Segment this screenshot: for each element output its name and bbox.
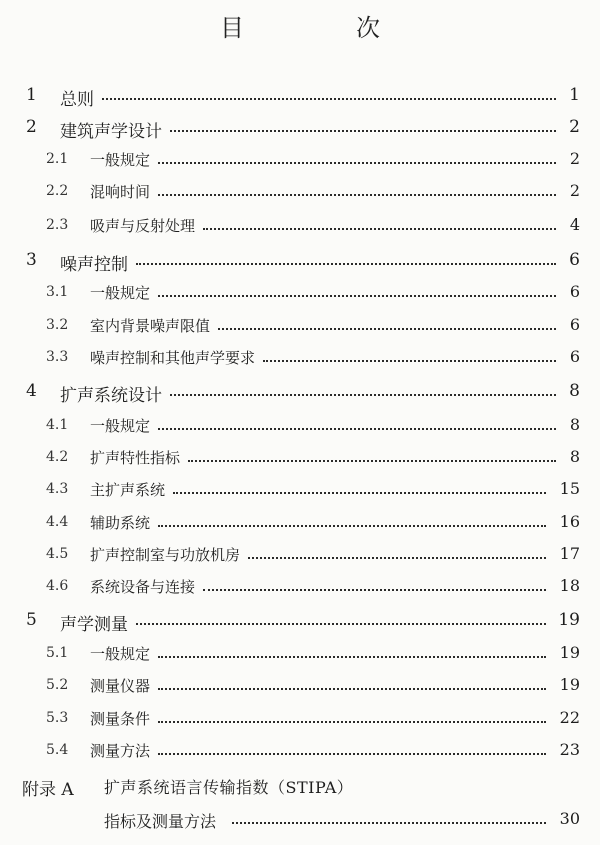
toc-appendix-entry[interactable] <box>0 775 600 803</box>
appendix-page: 30 <box>559 809 580 828</box>
toc-entry-number: 4.6 <box>46 578 69 594</box>
toc-entry-title: 扩声控制室与功放机房 <box>90 546 241 564</box>
toc-entry-title: 声学测量 <box>60 615 128 635</box>
toc-entry-title: 噪声控制和其他声学要求 <box>90 349 256 367</box>
toc-leader-dots <box>263 356 556 362</box>
toc-entry[interactable] <box>0 117 600 145</box>
toc-entry-page: 16 <box>559 512 580 531</box>
toc-entry-page: 2 <box>569 149 580 168</box>
toc-entry[interactable] <box>0 149 600 177</box>
toc-entry-title: 建筑声学设计 <box>60 122 162 142</box>
toc-leader-dots <box>173 488 546 494</box>
appendix-number: 附录 A <box>22 780 74 800</box>
toc-entry-number: 5.4 <box>46 742 69 758</box>
toc-entry-page: 23 <box>559 740 580 759</box>
toc-entry[interactable] <box>0 675 600 703</box>
toc-entry[interactable] <box>0 610 600 638</box>
toc-entry-number: 4 <box>26 381 37 401</box>
toc-entry-page: 19 <box>558 610 580 630</box>
toc-leader-dots <box>102 94 556 100</box>
toc-entry-number: 4.2 <box>46 449 69 465</box>
toc-entry-page: 2 <box>569 117 580 137</box>
toc-leader-dots <box>136 619 546 625</box>
toc-entry-title: 总则 <box>60 90 94 110</box>
toc-entry-page: 8 <box>569 415 580 434</box>
toc-entry-number: 1 <box>26 85 37 105</box>
toc-entry-title: 辅助系统 <box>90 514 151 532</box>
toc-entry-page: 22 <box>559 708 580 727</box>
toc-entry[interactable] <box>0 544 600 572</box>
toc-entry-title: 一般规定 <box>90 151 151 169</box>
toc-entry-page: 4 <box>569 215 580 234</box>
toc-entry-title: 吸声与反射处理 <box>90 217 196 235</box>
toc-entry-page: 6 <box>569 282 580 301</box>
toc-entry-number: 3 <box>26 250 37 270</box>
toc-leader-dots <box>203 585 546 591</box>
toc-entry-page: 18 <box>559 576 580 595</box>
toc-appendix-entry-continued[interactable] <box>0 809 600 837</box>
toc-entry[interactable] <box>0 282 600 310</box>
toc-entry-number: 4.4 <box>46 514 69 530</box>
toc-entry[interactable] <box>0 315 600 343</box>
toc-entry[interactable] <box>0 479 600 507</box>
toc-entry-title: 室内背景噪声限值 <box>90 317 211 335</box>
toc-entry-title: 主扩声系统 <box>90 481 166 499</box>
toc-entry[interactable] <box>0 85 600 113</box>
toc-entry-title: 噪声控制 <box>60 255 128 275</box>
toc-entry-page: 19 <box>559 675 580 694</box>
toc-entry-number: 4.5 <box>46 546 69 562</box>
toc-entry[interactable] <box>0 215 600 243</box>
page-title: 目 次 <box>220 14 424 42</box>
toc-entry-title: 混响时间 <box>90 183 151 201</box>
toc-leader-dots <box>232 818 546 824</box>
toc-entry-page: 6 <box>569 315 580 334</box>
toc-entry-page: 6 <box>569 347 580 366</box>
toc-entry-page: 8 <box>569 381 580 401</box>
toc-entry-number: 2 <box>26 117 37 137</box>
toc-entry-page: 15 <box>559 479 580 498</box>
toc-entry-title: 一般规定 <box>90 417 151 435</box>
toc-entry[interactable] <box>0 181 600 209</box>
toc-entry[interactable] <box>0 708 600 736</box>
toc-entry-title: 系统设备与连接 <box>90 578 196 596</box>
toc-entry-number: 3.2 <box>46 317 69 333</box>
toc-leader-dots <box>136 259 556 265</box>
toc-leader-dots <box>248 553 546 559</box>
toc-entry[interactable] <box>0 740 600 768</box>
toc-entry-number: 3.1 <box>46 284 69 300</box>
toc-entry[interactable] <box>0 347 600 375</box>
toc-entry-title: 一般规定 <box>90 645 151 663</box>
toc-entry-page: 8 <box>569 447 580 466</box>
toc-entry-number: 2.3 <box>46 217 69 233</box>
toc-entry[interactable] <box>0 576 600 604</box>
toc-leader-dots <box>158 684 546 690</box>
toc-entry-number: 4.3 <box>46 481 69 497</box>
toc-leader-dots <box>158 521 546 527</box>
toc-entry-title: 测量条件 <box>90 710 151 728</box>
toc-entry-number: 3.3 <box>46 349 69 365</box>
toc-entry-title: 扩声特性指标 <box>90 449 181 467</box>
toc-entry-page: 2 <box>569 181 580 200</box>
toc-entry-number: 2.1 <box>46 151 69 167</box>
toc-entry[interactable] <box>0 250 600 278</box>
toc-entry-number: 5.3 <box>46 710 69 726</box>
toc-entry[interactable] <box>0 381 600 409</box>
toc-entry-title: 测量仪器 <box>90 677 151 695</box>
toc-entry-number: 4.1 <box>46 417 69 433</box>
toc-leader-dots <box>158 717 546 723</box>
appendix-title-line2: 指标及测量方法 <box>104 812 217 831</box>
toc-leader-dots <box>170 126 556 132</box>
toc-entry-page: 1 <box>569 85 580 105</box>
toc-leader-dots <box>158 749 546 755</box>
toc-leader-dots <box>158 291 556 297</box>
toc-entry[interactable] <box>0 415 600 443</box>
toc-leader-dots <box>158 190 556 196</box>
appendix-title-line1: 扩声系统语言传输指数（STIPA） <box>104 778 354 797</box>
toc-entry-title: 一般规定 <box>90 284 151 302</box>
toc-leader-dots <box>158 652 546 658</box>
toc-leader-dots <box>158 158 556 164</box>
toc-entry[interactable] <box>0 643 600 671</box>
toc-leader-dots <box>203 224 556 230</box>
toc-entry[interactable] <box>0 447 600 475</box>
toc-leader-dots <box>170 390 556 396</box>
toc-entry-number: 5 <box>26 610 37 630</box>
toc-entry-title: 扩声系统设计 <box>60 386 162 406</box>
toc-entry[interactable] <box>0 512 600 540</box>
toc-entry-number: 2.2 <box>46 183 69 199</box>
toc-leader-dots <box>188 456 556 462</box>
toc-entry-number: 5.2 <box>46 677 69 693</box>
toc-entry-page: 6 <box>569 250 580 270</box>
toc-entry-title: 测量方法 <box>90 742 151 760</box>
toc-entry-number: 5.1 <box>46 645 69 661</box>
toc-leader-dots <box>218 324 556 330</box>
toc-entry-page: 19 <box>559 643 580 662</box>
toc-leader-dots <box>158 424 556 430</box>
toc-entry-page: 17 <box>559 544 580 563</box>
